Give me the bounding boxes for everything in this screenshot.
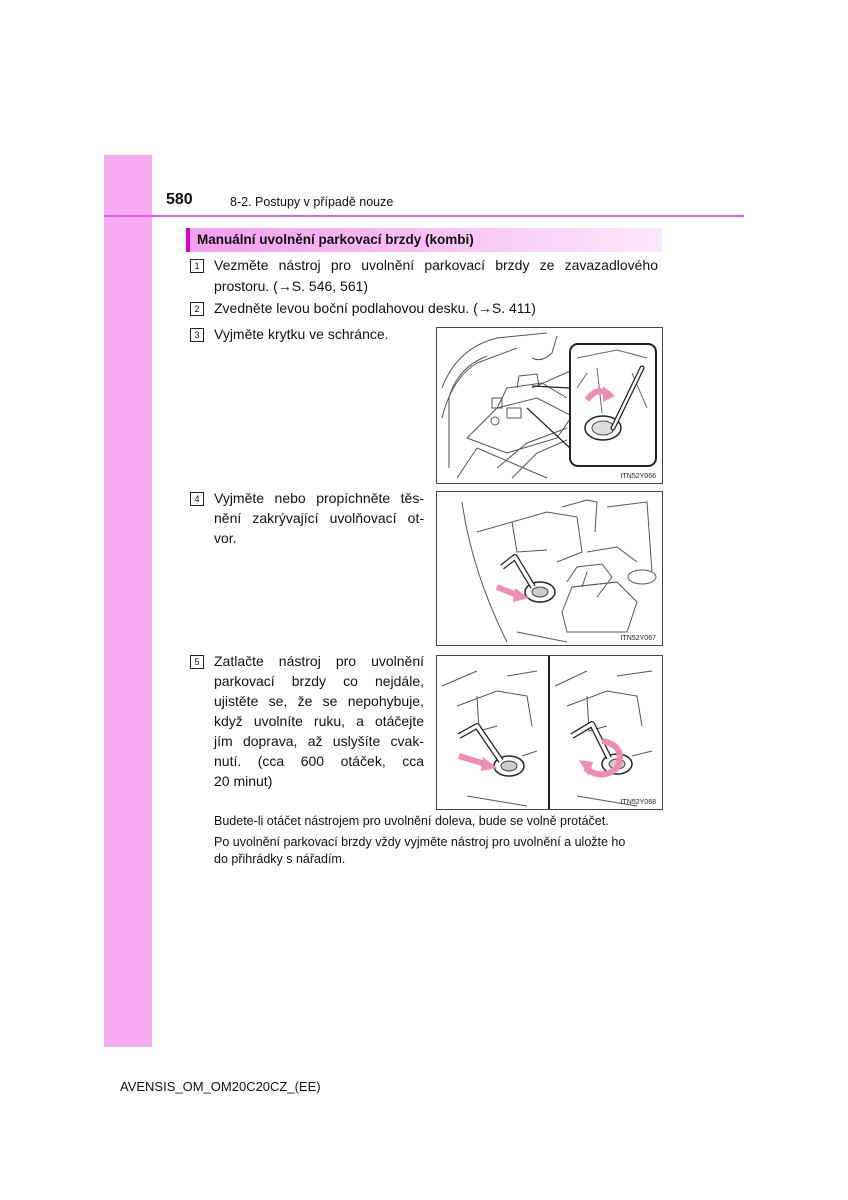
figure-code-1: ITN52Y066 <box>620 473 656 480</box>
chapter-title: 8-2. Postupy v případě nouze <box>230 195 394 209</box>
note-store-tool-line-2: do přihrádky s nářadím. <box>214 852 346 866</box>
figure-code-3: ITN52Y068 <box>620 799 656 806</box>
step-number-1: 1 <box>190 259 204 273</box>
step-4-line-2: nění zakrývající uvolňovací ot- <box>214 510 424 526</box>
step-number-5: 5 <box>190 655 204 669</box>
section-marker <box>186 228 190 252</box>
note-left-rotation: Budete-li otáčet nástrojem pro uvolnění doleva, bude se volně protáčet. <box>214 814 609 828</box>
figure-open-cover <box>436 327 663 484</box>
step-5-line-2: parkovací brzdy co nejdále, <box>214 673 424 689</box>
page-number: 580 <box>166 191 193 208</box>
chapter-side-tab <box>104 155 152 1047</box>
step-1-line-1: Vezměte nástroj pro uvolnění parkovací brzdy ze zavazadlového <box>214 257 658 273</box>
section-title: Manuální uvolnění parkovací brzdy (kombi) <box>197 232 474 247</box>
step-number-3: 3 <box>190 328 204 342</box>
step-5-line-4: když uvolníte ruku, a otáčejte <box>214 713 424 729</box>
step-3-line-1: Vyjměte krytku ve schránce. <box>214 326 389 342</box>
header-divider <box>104 215 744 217</box>
step-4-line-3: vor. <box>214 530 237 546</box>
step-5-line-6: nutí. (cca 600 otáček, cca <box>214 753 424 769</box>
illustration-release-hole <box>437 492 662 645</box>
illustration-trunk-box <box>437 328 662 483</box>
figure-code-2: ITN52Y067 <box>620 635 656 642</box>
document-code: AVENSIS_OM_OM20C20CZ_(EE) <box>120 1079 321 1094</box>
step-5-line-7: 20 minut) <box>214 773 273 789</box>
step-4-line-1: Vyjměte nebo propíchněte těs- <box>214 490 424 506</box>
illustration-turn-tool <box>437 656 662 809</box>
step-1-line-2: prostoru. (→S. 546, 561) <box>214 278 369 294</box>
figure-turn-tool <box>436 655 663 810</box>
section-header <box>186 228 662 252</box>
step-2-line-1: Zvedněte levou boční podlahovou desku. (→S. 411) <box>214 300 536 316</box>
note-store-tool-line-1: Po uvolnění parkovací brzdy vždy vyjměte nástroj pro uvolnění a uložte ho <box>214 835 626 849</box>
step-5-line-3: ujistěte se, že se nepohybuje, <box>214 693 424 709</box>
step-5-line-5: jím doprava, až uslyšíte cvak- <box>214 733 424 749</box>
step-number-4: 4 <box>190 492 204 506</box>
step-number-2: 2 <box>190 302 204 316</box>
figure-remove-seal <box>436 491 663 646</box>
step-5-line-1: Zatlačte nástroj pro uvolnění <box>214 653 424 669</box>
